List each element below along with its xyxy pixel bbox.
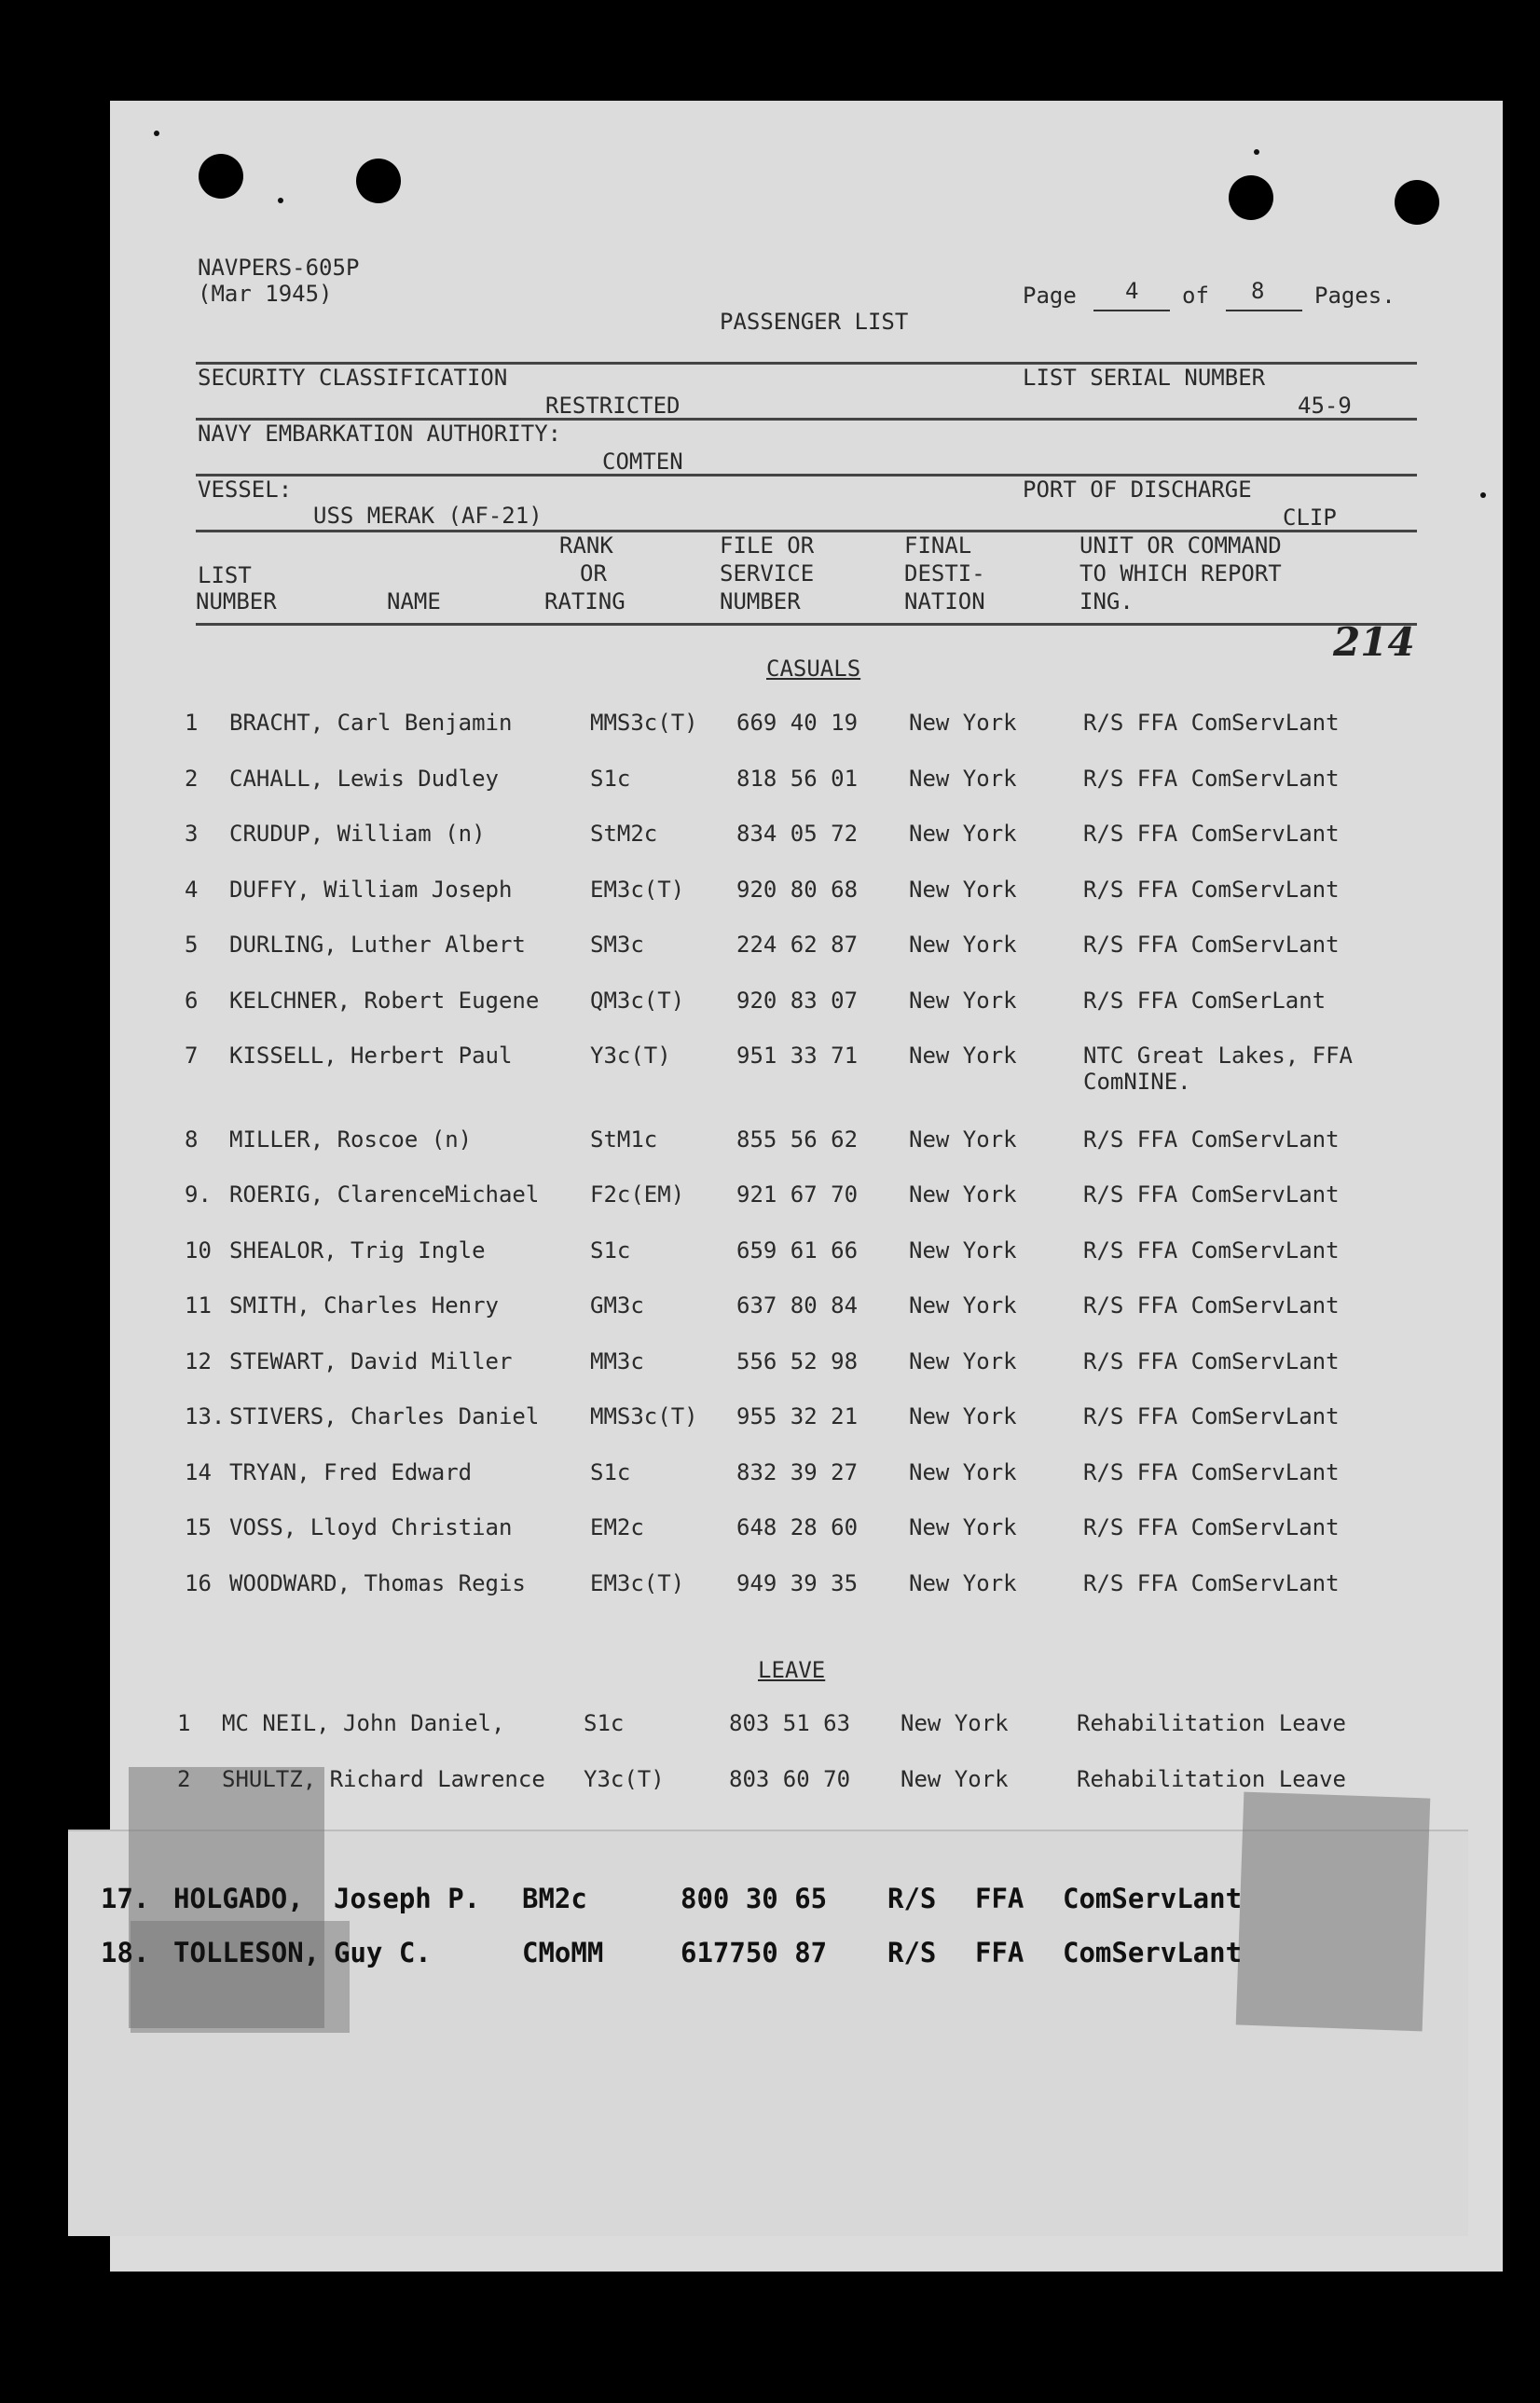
passenger-name: CRUDUP, William (n) xyxy=(229,821,486,847)
col-name: NAME xyxy=(387,588,441,615)
destination: New York xyxy=(909,1348,1017,1374)
service-number: 669 40 19 xyxy=(736,710,859,736)
destination: New York xyxy=(909,766,1017,792)
destination: New York xyxy=(909,1514,1017,1540)
rule xyxy=(196,623,1417,626)
handwritten-page-number: 214 xyxy=(1333,619,1415,665)
passenger-name: SHEALOR, Trig Ingle xyxy=(229,1237,486,1264)
casuals-heading: CASUALS xyxy=(766,656,861,682)
list-number: 2 xyxy=(185,766,199,792)
rating: CMoMM xyxy=(522,1937,604,1968)
col-file-3: NUMBER xyxy=(720,588,801,615)
punch-hole-4 xyxy=(1395,180,1439,225)
page-underline xyxy=(1093,310,1170,311)
col-final-3: NATION xyxy=(904,588,985,615)
security-label: SECURITY CLASSIFICATION xyxy=(198,365,508,391)
authority-label: NAVY EMBARKATION AUTHORITY: xyxy=(198,421,562,447)
destination: New York xyxy=(909,932,1017,958)
col-unit-1: UNIT OR COMMAND xyxy=(1079,532,1282,559)
passenger-name: SMITH, Charles Henry xyxy=(229,1292,499,1319)
passenger-name: WOODWARD, Thomas Regis xyxy=(229,1570,526,1596)
service-number: 556 52 98 xyxy=(736,1348,859,1374)
service-number: 617750 87 xyxy=(681,1937,828,1968)
unit: R/S FFA ComServLant xyxy=(1083,1237,1340,1264)
list-number: 6 xyxy=(185,987,199,1014)
list-number: 15 xyxy=(185,1514,212,1540)
destination: New York xyxy=(909,1126,1017,1153)
vessel-value: USS MERAK (AF-21) xyxy=(313,503,543,529)
destination: New York xyxy=(909,1403,1017,1429)
destination: New York xyxy=(901,1710,1009,1736)
unit: R/S FFA ComServLant xyxy=(1083,1459,1340,1485)
form-title: PASSENGER LIST xyxy=(720,309,909,335)
rs: R/S xyxy=(887,1883,937,1914)
service-number: 949 39 35 xyxy=(736,1570,859,1596)
authority-value: COMTEN xyxy=(602,449,683,475)
list-number: 2 xyxy=(177,1766,191,1792)
passenger-name: CAHALL, Lewis Dudley xyxy=(229,766,499,792)
service-number: 659 61 66 xyxy=(736,1237,859,1264)
rating: S1c xyxy=(590,1237,631,1264)
list-number: 8 xyxy=(185,1126,199,1153)
rating: BM2c xyxy=(522,1883,587,1914)
list-number: 7 xyxy=(185,1043,199,1069)
ffa: FFA xyxy=(975,1937,1024,1968)
rating: QM3c(T) xyxy=(590,987,685,1014)
list-number: 17. xyxy=(101,1883,150,1914)
col-final-2: DESTI- xyxy=(904,560,985,587)
destination: New York xyxy=(909,877,1017,903)
rating: MM3c xyxy=(590,1348,644,1374)
list-number: 16 xyxy=(185,1570,212,1596)
passenger-name: MC NEIL, John Daniel, xyxy=(222,1710,505,1736)
unit: R/S FFA ComServLant xyxy=(1083,1403,1340,1429)
rating: EM3c(T) xyxy=(590,877,685,903)
rating: EM3c(T) xyxy=(590,1570,685,1596)
rating: EM2c xyxy=(590,1514,644,1540)
form-date: (Mar 1945) xyxy=(198,281,333,307)
passenger-name: TRYAN, Fred Edward xyxy=(229,1459,473,1485)
serial-value: 45-9 xyxy=(1298,393,1352,419)
unit-line-2: ComNINE. xyxy=(1083,1069,1191,1095)
leave-heading: LEAVE xyxy=(758,1657,826,1683)
service-number: 951 33 71 xyxy=(736,1043,859,1069)
passenger-name: SHULTZ, Richard Lawrence xyxy=(222,1766,545,1792)
unit: Rehabilitation Leave xyxy=(1077,1766,1346,1792)
col-list-2: NUMBER xyxy=(196,588,277,615)
destination: New York xyxy=(909,1570,1017,1596)
list-number: 5 xyxy=(185,932,199,958)
list-number: 13. xyxy=(185,1403,226,1429)
rating: S1c xyxy=(590,1459,631,1485)
page-number: 4 xyxy=(1125,278,1139,304)
service-number: 921 67 70 xyxy=(736,1181,859,1208)
of-label: of xyxy=(1182,283,1209,309)
service-number: 955 32 21 xyxy=(736,1403,859,1429)
given-name: Joseph P. xyxy=(334,1883,481,1914)
unit: R/S FFA ComServLant xyxy=(1083,1292,1340,1319)
passenger-name: DURLING, Luther Albert xyxy=(229,932,526,958)
list-number: 9. xyxy=(185,1181,212,1208)
service-number: 803 51 63 xyxy=(729,1710,851,1736)
rating: StM2c xyxy=(590,821,658,847)
service-number: 637 80 84 xyxy=(736,1292,859,1319)
speck xyxy=(154,131,159,136)
form-id: NAVPERS-605P xyxy=(198,255,360,281)
given-name: Guy C. xyxy=(334,1937,432,1968)
service-number: 832 39 27 xyxy=(736,1459,859,1485)
list-number: 12 xyxy=(185,1348,212,1374)
unit: R/S FFA ComSerLant xyxy=(1083,987,1327,1014)
list-number: 18. xyxy=(101,1937,150,1968)
unit: R/S FFA ComServLant xyxy=(1083,932,1340,958)
rating: MMS3c(T) xyxy=(590,1403,698,1429)
serial-label: LIST SERIAL NUMBER xyxy=(1023,365,1266,391)
rating: SM3c xyxy=(590,932,644,958)
rs: R/S xyxy=(887,1937,937,1968)
passenger-name: STIVERS, Charles Daniel xyxy=(229,1403,540,1429)
list-number: 11 xyxy=(185,1292,212,1319)
pages-label: Pages. xyxy=(1314,283,1396,309)
rating: S1c xyxy=(584,1710,625,1736)
speck xyxy=(1480,492,1486,498)
unit: R/S FFA ComServLant xyxy=(1083,1348,1340,1374)
passenger-name: DUFFY, William Joseph xyxy=(229,877,513,903)
service-number: 920 83 07 xyxy=(736,987,859,1014)
list-number: 10 xyxy=(185,1237,212,1264)
punch-hole-1 xyxy=(199,154,243,199)
list-number: 14 xyxy=(185,1459,212,1485)
rating: Y3c(T) xyxy=(584,1766,665,1792)
unit: R/S FFA ComServLant xyxy=(1083,766,1340,792)
punch-hole-3 xyxy=(1229,175,1273,220)
surname: HOLGADO, xyxy=(173,1883,304,1914)
destination: New York xyxy=(909,1237,1017,1264)
unit: R/S FFA ComServLant xyxy=(1083,821,1340,847)
unit: R/S FFA ComServLant xyxy=(1083,1570,1340,1596)
surname: TOLLESON, xyxy=(173,1937,321,1968)
unit: R/S FFA ComServLant xyxy=(1083,1514,1340,1540)
col-file-1: FILE OR xyxy=(720,532,815,559)
destination: New York xyxy=(909,1292,1017,1319)
col-rank-3: RATING xyxy=(544,588,626,615)
destination: New York xyxy=(909,821,1017,847)
destination: New York xyxy=(909,987,1017,1014)
unit: R/S FFA ComServLant xyxy=(1083,877,1340,903)
passenger-name: KISSELL, Herbert Paul xyxy=(229,1043,513,1069)
security-value: RESTRICTED xyxy=(545,393,681,419)
passenger-name: BRACHT, Carl Benjamin xyxy=(229,710,513,736)
service-number: 648 28 60 xyxy=(736,1514,859,1540)
punch-hole-2 xyxy=(356,159,401,203)
rating: GM3c xyxy=(590,1292,644,1319)
destination: New York xyxy=(909,1181,1017,1208)
service-number: 224 62 87 xyxy=(736,932,859,958)
col-final-1: FINAL xyxy=(904,532,972,559)
page-label: Page xyxy=(1023,283,1077,309)
unit: R/S FFA ComServLant xyxy=(1083,1126,1340,1153)
col-file-2: SERVICE xyxy=(720,560,815,587)
rating: F2c(EM) xyxy=(590,1181,685,1208)
destination: New York xyxy=(901,1766,1009,1792)
page-total: 8 xyxy=(1251,278,1265,304)
unit: ComServLant xyxy=(1063,1937,1243,1968)
service-number: 803 60 70 xyxy=(729,1766,851,1792)
rating: Y3c(T) xyxy=(590,1043,671,1069)
list-number: 1 xyxy=(177,1710,191,1736)
speck xyxy=(1254,149,1259,155)
total-underline xyxy=(1226,310,1302,311)
unit: R/S FFA ComServLant xyxy=(1083,710,1340,736)
col-unit-2: TO WHICH REPORT xyxy=(1079,560,1282,587)
rating: S1c xyxy=(590,766,631,792)
col-list-1: LIST xyxy=(198,562,252,588)
service-number: 855 56 62 xyxy=(736,1126,859,1153)
passenger-name: STEWART, David Miller xyxy=(229,1348,513,1374)
service-number: 800 30 65 xyxy=(681,1883,828,1914)
rating: MMS3c(T) xyxy=(590,710,698,736)
service-number: 834 05 72 xyxy=(736,821,859,847)
passenger-name: VOSS, Lloyd Christian xyxy=(229,1514,513,1540)
speck xyxy=(278,198,283,203)
rating: StM1c xyxy=(590,1126,658,1153)
service-number: 818 56 01 xyxy=(736,766,859,792)
destination: New York xyxy=(909,710,1017,736)
col-rank-2: OR xyxy=(580,560,607,587)
service-number: 920 80 68 xyxy=(736,877,859,903)
list-number: 4 xyxy=(185,877,199,903)
destination: New York xyxy=(909,1459,1017,1485)
ffa: FFA xyxy=(975,1883,1024,1914)
list-number: 1 xyxy=(185,710,199,736)
tape-patch-right xyxy=(1236,1792,1431,2032)
passenger-name: KELCHNER, Robert Eugene xyxy=(229,987,540,1014)
unit: R/S FFA ComServLant xyxy=(1083,1181,1340,1208)
passenger-name: ROERIG, ClarenceMichael xyxy=(229,1181,540,1208)
port-value: CLIP xyxy=(1283,504,1337,531)
vessel-label: VESSEL: xyxy=(198,476,293,503)
col-rank-1: RANK xyxy=(559,532,613,559)
unit: Rehabilitation Leave xyxy=(1077,1710,1346,1736)
destination: New York xyxy=(909,1043,1017,1069)
passenger-name: MILLER, Roscoe (n) xyxy=(229,1126,473,1153)
port-label: PORT OF DISCHARGE xyxy=(1023,476,1252,503)
unit: NTC Great Lakes, FFA xyxy=(1083,1043,1353,1069)
unit: ComServLant xyxy=(1063,1883,1243,1914)
col-unit-3: ING. xyxy=(1079,588,1134,615)
list-number: 3 xyxy=(185,821,199,847)
